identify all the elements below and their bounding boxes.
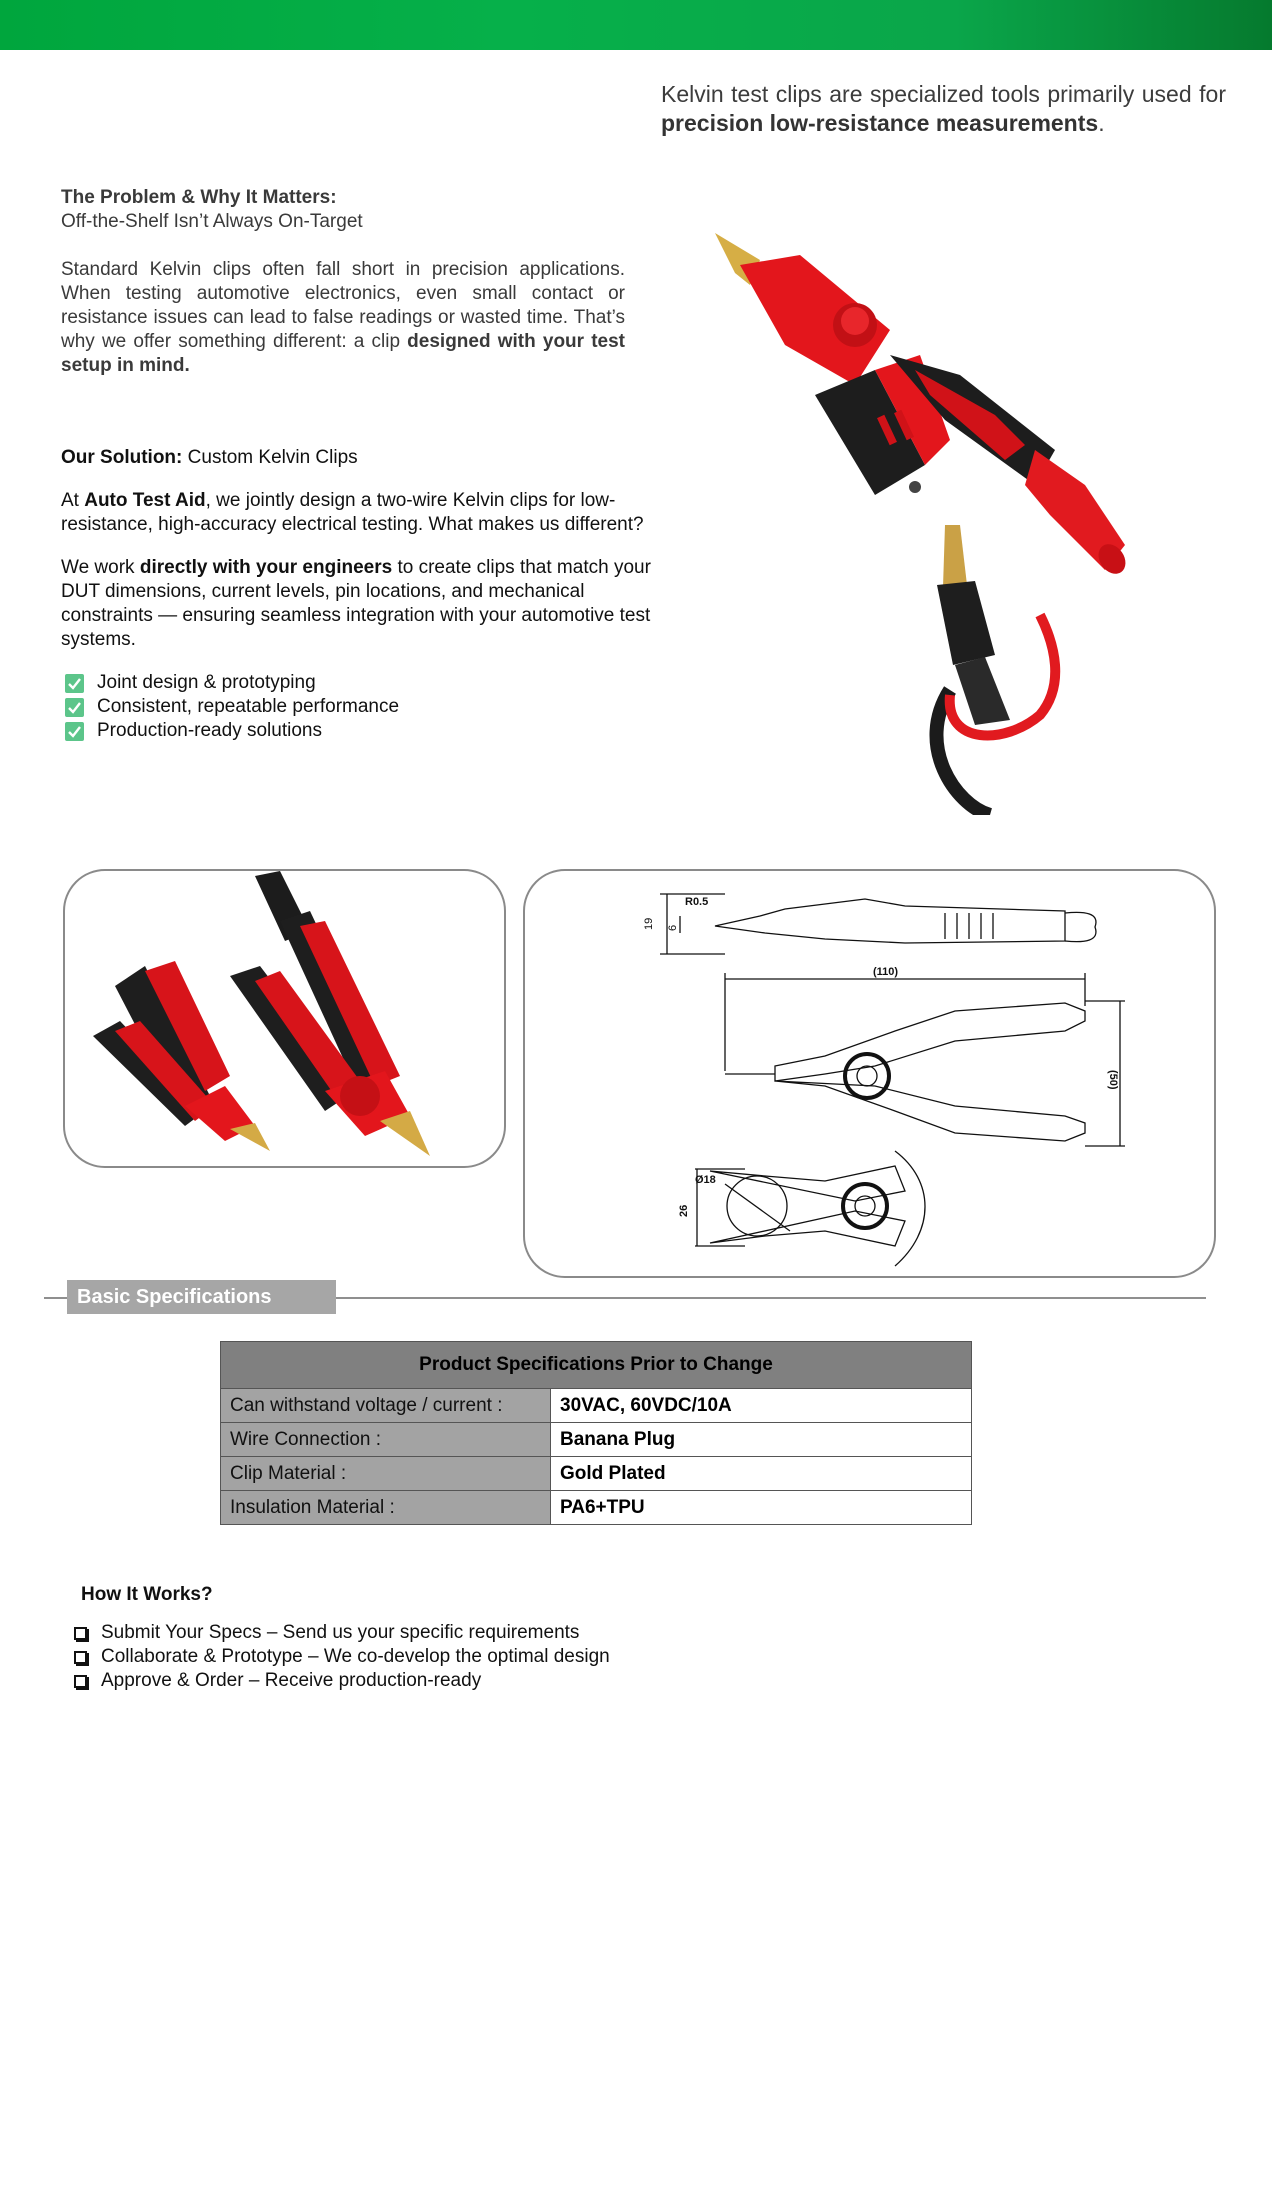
steps-list bbox=[74, 1621, 610, 1693]
table-row bbox=[221, 1491, 972, 1525]
spec-key: Can withstand voltage / current : bbox=[221, 1389, 551, 1423]
table-row bbox=[221, 1389, 972, 1423]
product-photo-card bbox=[63, 869, 506, 1168]
list-item: Approve & Order – Receive production-ready bbox=[74, 1669, 610, 1693]
dim-length: (110) bbox=[873, 966, 899, 978]
dim-height-26: 26 bbox=[678, 1204, 690, 1217]
kelvin-clip-product-image bbox=[705, 225, 1145, 815]
spec-value: 30VAC, 60VDC/10A bbox=[551, 1389, 972, 1423]
technical-drawing-card bbox=[523, 869, 1216, 1278]
table-row bbox=[221, 1423, 972, 1457]
checkbox-checked-icon bbox=[65, 722, 84, 741]
how-it-works bbox=[74, 1583, 610, 1693]
list-item: Submit Your Specs – Send us your specific requirements bbox=[74, 1621, 610, 1645]
list-item: Joint design & prototyping bbox=[61, 671, 681, 695]
problem-section bbox=[61, 186, 625, 378]
two-clips-image bbox=[65, 871, 506, 1168]
basic-specifications-header bbox=[44, 1280, 1206, 1314]
problem-subheading: Off-the-Shelf Isn’t Always On-Target bbox=[61, 211, 363, 232]
checkbox-empty-icon bbox=[74, 1627, 87, 1640]
spec-value: PA6+TPU bbox=[551, 1491, 972, 1525]
technical-drawing bbox=[525, 871, 1216, 1278]
dim-radius: R0.5 bbox=[685, 896, 709, 908]
solution-section bbox=[61, 446, 681, 743]
list-item: Collaborate & Prototype – We co-develop the optimal design bbox=[74, 1645, 610, 1669]
dim-width: (50) bbox=[1107, 1070, 1119, 1090]
spec-key: Clip Material : bbox=[221, 1457, 551, 1491]
solution-paragraph-1: At Auto Test Aid, we jointly design a two-wire Kelvin clips for low-resistance, high-accuracy electrical testing. What makes us different? bbox=[61, 490, 644, 535]
dim-diameter: Ø18 bbox=[695, 1174, 716, 1186]
section-label: Basic Specifications bbox=[67, 1280, 336, 1314]
spec-value: Banana Plug bbox=[551, 1423, 972, 1457]
spec-key: Wire Connection : bbox=[221, 1423, 551, 1457]
feature-checklist bbox=[61, 671, 681, 743]
table-row bbox=[221, 1457, 972, 1491]
checkbox-checked-icon bbox=[65, 674, 84, 693]
top-banner bbox=[0, 0, 1272, 50]
problem-body: Standard Kelvin clips often fall short in precision applications. When testing automotive electronics, even small contact or resistance issues can lead to false readings or wasted time. That’s why we offer something different: a clip designed with your test setup in mind. bbox=[61, 259, 625, 376]
list-item: Consistent, repeatable performance bbox=[61, 695, 681, 719]
checkbox-checked-icon bbox=[65, 698, 84, 717]
solution-heading: Our Solution: Custom Kelvin Clips bbox=[61, 447, 358, 468]
solution-paragraph-2: We work directly with your engineers to create clips that match your DUT dimensions, current levels, pin locations, and mechanical constraints — ensuring seamless integration with your automotive test systems. bbox=[61, 557, 651, 650]
spec-table-title: Product Specifications Prior to Change bbox=[221, 1342, 972, 1389]
list-item: Production-ready solutions bbox=[61, 719, 681, 743]
checkbox-empty-icon bbox=[74, 1675, 87, 1688]
dim-height-6: 6 bbox=[667, 924, 679, 931]
how-title: How It Works? bbox=[81, 1584, 213, 1605]
dim-height-19: 19 bbox=[643, 917, 655, 930]
spec-table bbox=[220, 1341, 972, 1525]
problem-heading: The Problem & Why It Matters: bbox=[61, 187, 337, 208]
intro-text: Kelvin test clips are specialized tools primarily used for precision low-resistance measurements. bbox=[661, 81, 1226, 136]
checkbox-empty-icon bbox=[74, 1651, 87, 1664]
spec-key: Insulation Material : bbox=[221, 1491, 551, 1525]
spec-value: Gold Plated bbox=[551, 1457, 972, 1491]
